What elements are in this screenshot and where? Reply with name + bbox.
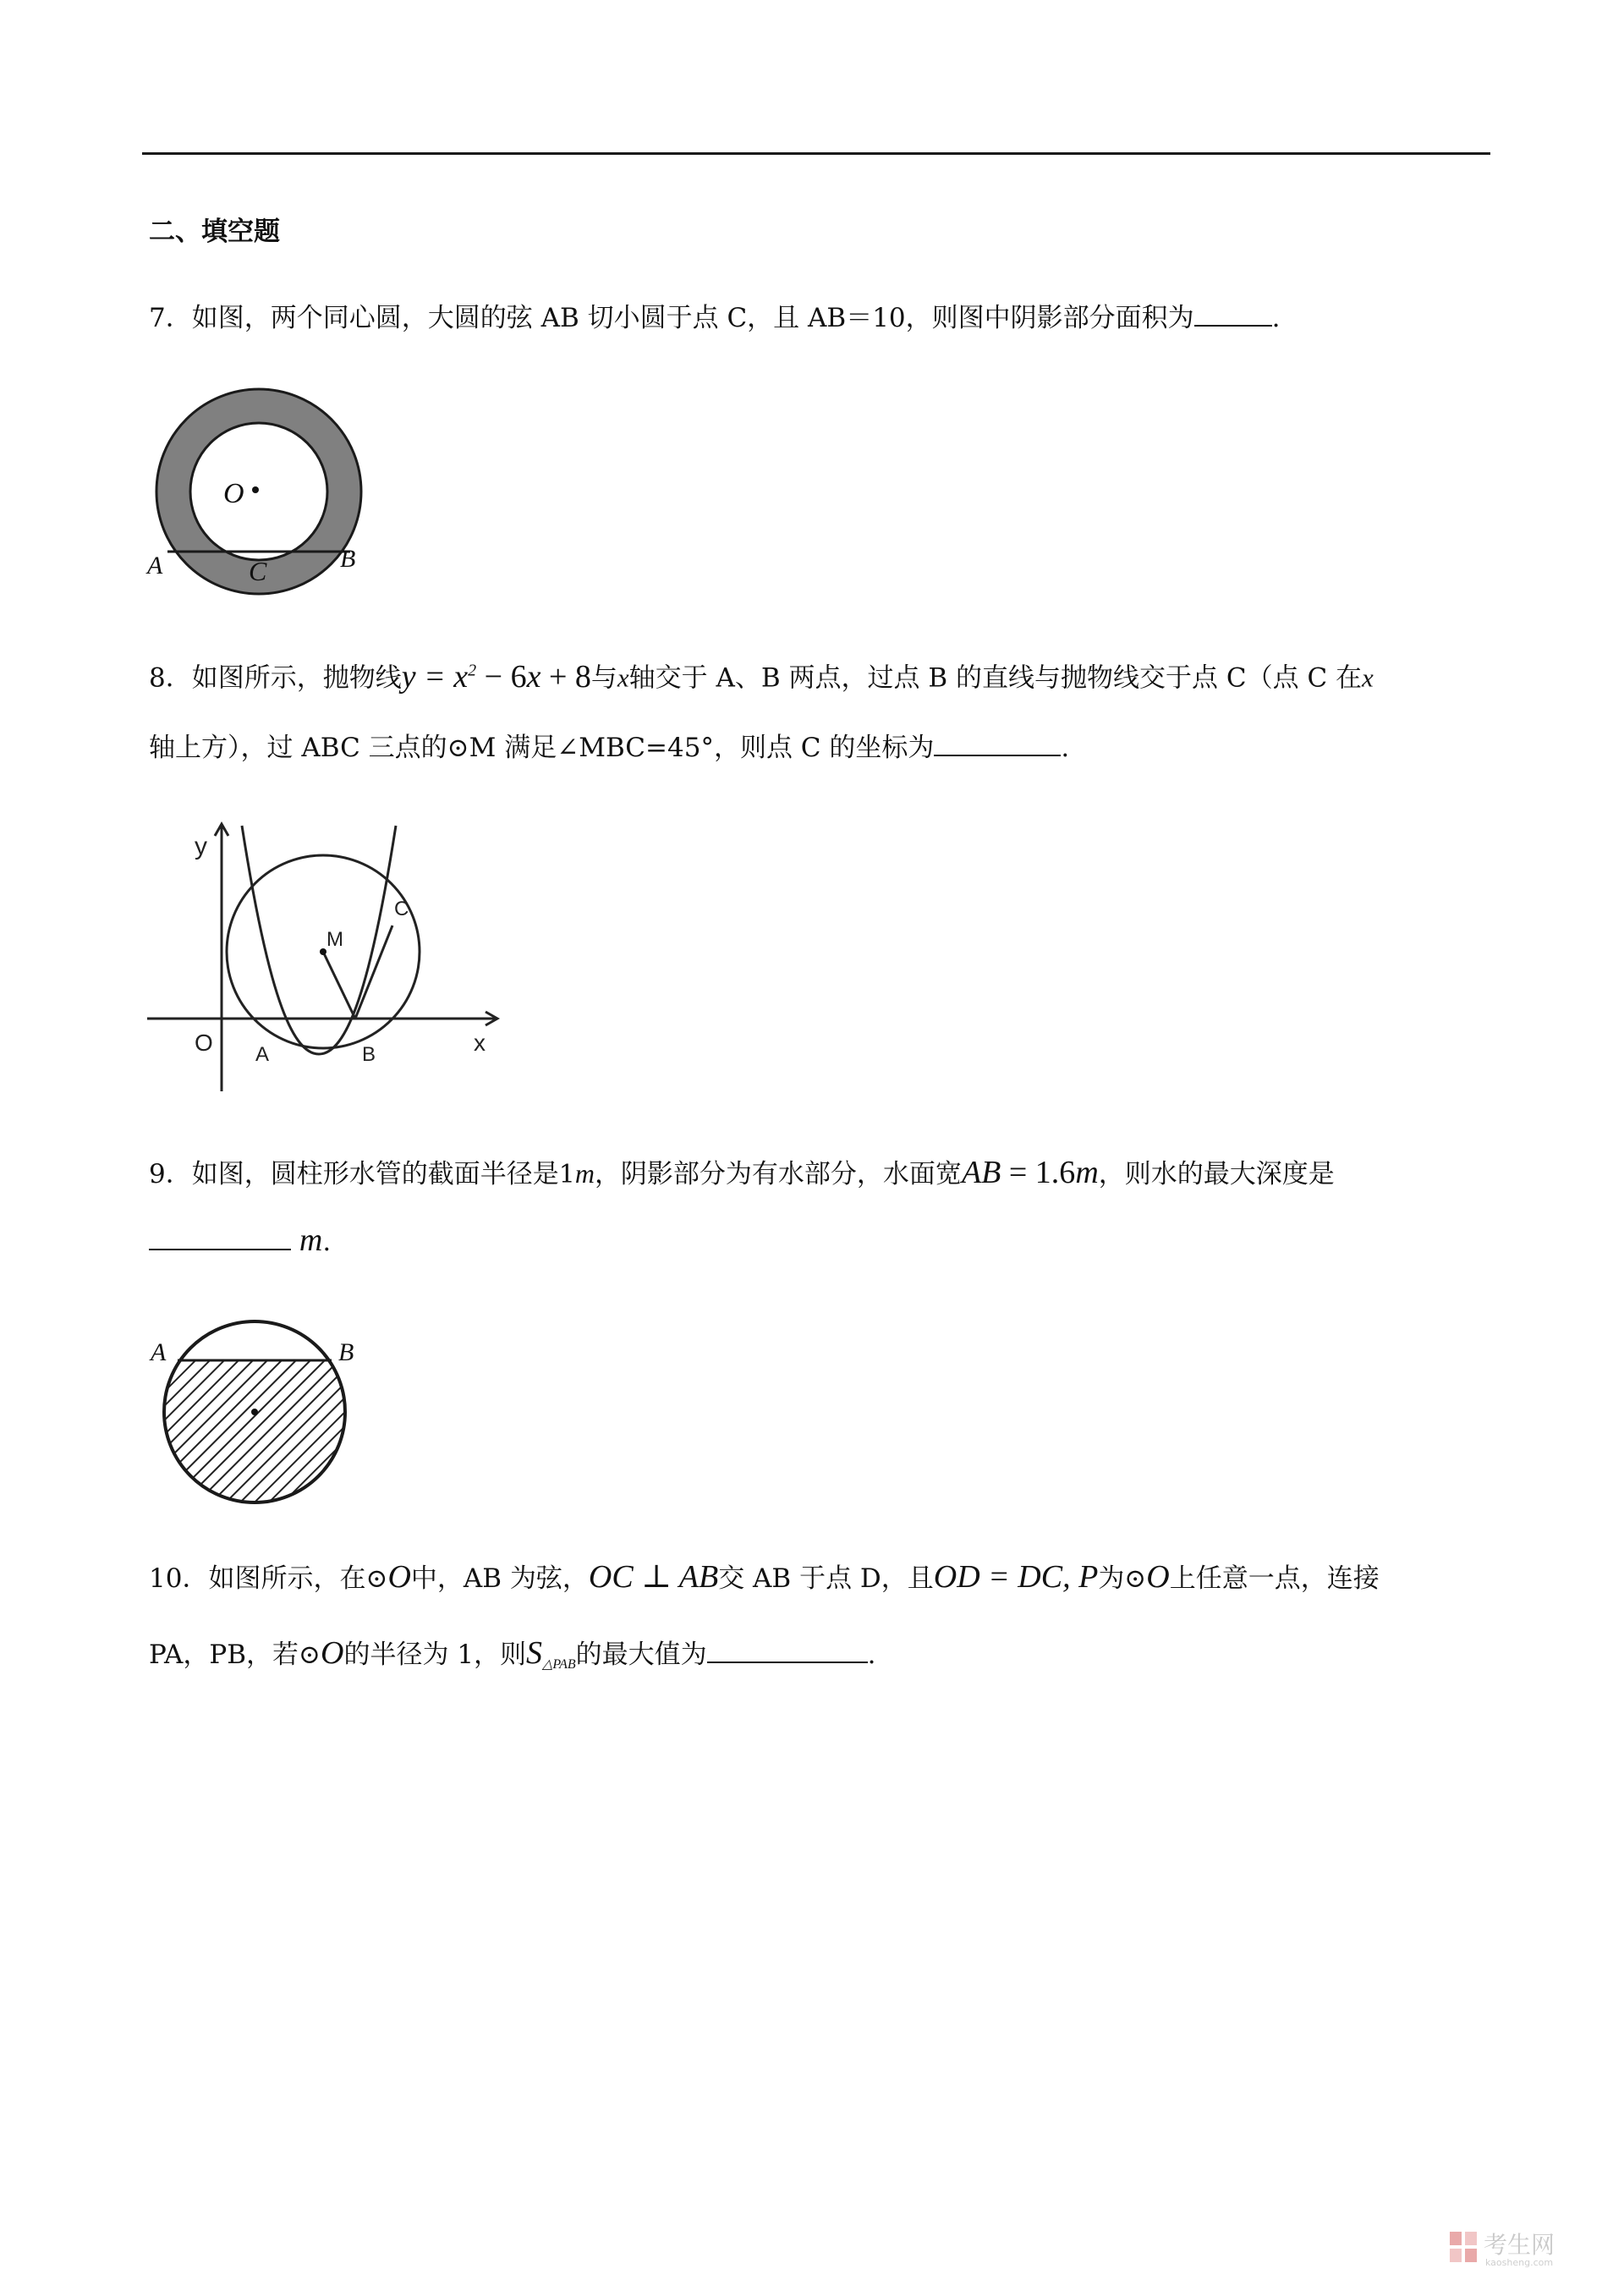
q8-line2: 轴上方），过 ABC 三点的⊙M 满足∠MBC=45°，则点 C 的坐标为 .: [149, 729, 1069, 766]
q9-answer-blank[interactable]: [149, 1223, 291, 1250]
q9-line2: m.: [149, 1222, 331, 1261]
q7-label-a: A: [147, 552, 163, 579]
q9-label-a: A: [151, 1338, 167, 1366]
q7-label-c: C: [249, 556, 267, 586]
q8-label-y: y: [195, 832, 207, 860]
q7-center-dot: [252, 486, 259, 493]
q8-label-m: M: [326, 928, 343, 951]
q8-label-o: O: [195, 1030, 213, 1056]
q7-inner-circle: [190, 423, 327, 560]
watermark: [1448, 2227, 1575, 2277]
section-title: 二、填空题: [149, 217, 280, 247]
q8-equation: $y = x^2 - 6x + 8$: [401, 658, 591, 695]
q8-label-a: A: [255, 1043, 270, 1066]
q10-answer-blank[interactable]: [707, 1636, 868, 1663]
q8-label-x: x: [474, 1030, 486, 1056]
q9-label-b: B: [338, 1338, 354, 1366]
q9-line1: 9．如图，圆柱形水管的截面半径是1m，阴影部分为有水部分，水面宽AB = 1.6m，则水的最大深度是: [149, 1155, 1335, 1190]
q7-label-o: O: [223, 478, 244, 509]
q8-answer-blank[interactable]: [934, 729, 1061, 756]
q10-line2: PA，PB，若⊙O的半径为 1，则$S_{\triangle PAB}$的最大值为 .: [149, 1635, 876, 1672]
q9-center-dot: [251, 1409, 258, 1415]
q7-label-b: B: [340, 545, 356, 573]
q8-line1: 8．如图所示，抛物线$y = x^2 - 6x + 8$与x轴交于 A、B 两点，过点 B 的直线与抛物线交于点 C（点 C 在x: [149, 658, 1374, 695]
watermark-site: kaosheng.com: [1485, 2257, 1554, 2268]
q8-segment-mb: [323, 952, 355, 1019]
q7-text: 7．如图，两个同心圆，大圆的弦 AB 切小圆于点 C，且 AB＝10，则图中阴影部分面积为 .: [149, 299, 1281, 337]
q7-body: 如图，两个同心圆，大圆的弦 AB 切小圆于点 C，且 AB＝10，则图中阴影部分面积为: [191, 303, 1194, 333]
q7-figure: [144, 382, 372, 602]
q7-answer-blank[interactable]: [1194, 299, 1272, 327]
q7-number: 7．: [149, 303, 192, 333]
q9-figure: [142, 1327, 379, 1511]
q8-point-m: [320, 948, 326, 955]
watermark-logo-icon: [1448, 2230, 1479, 2264]
header-rule: [142, 152, 1490, 155]
q8-figure: [142, 819, 514, 1098]
watermark-brand: 考生网: [1484, 2231, 1555, 2259]
q8-label-b: B: [362, 1043, 376, 1066]
q10-line1: 10．如图所示，在⊙O中，AB 为弦，OC ⊥ AB交 AB 于点 D，且OD = DC, P为⊙O上任意一点，连接: [149, 1559, 1380, 1595]
q8-label-c: C: [394, 898, 409, 920]
